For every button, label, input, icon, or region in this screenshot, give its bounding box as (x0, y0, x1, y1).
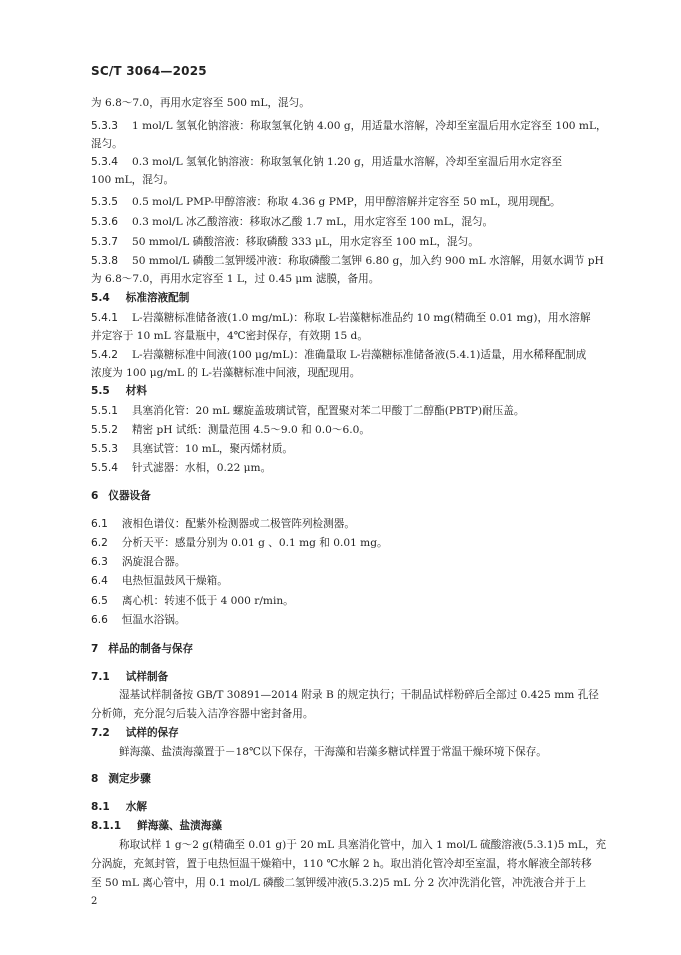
body-line: 为 6.8～7.0，再用水定容至 1 L，过 0.45 μm 滤膜，备用。 (91, 273, 380, 285)
clause-5-5-1: 5.5.1 具塞消化管：20 mL 螺旋盖玻璃试管，配置聚对苯二甲酸丁二醇酯(PBTP)耐压盖。 (91, 405, 525, 417)
clause-6-3: 6.3 涡旋混合器。 (91, 556, 186, 568)
clause-5-3-6: 5.3.6 0.3 mol/L 冰乙酸溶液：移取冰乙酸 1.7 mL，用水定容至 100 mL，混匀。 (91, 216, 494, 228)
body-line: 分涡旋，充氮封管，置于电热恒温干燥箱中，110 ℃水解 2 h。取出消化管冷却至室温，将水解液全部转移 (91, 858, 592, 870)
body-line: 称取试样 1 g～2 g(精确至 0.01 g)于 20 mL 具塞消化管中，加入 1 mol/L 硫酸溶液(5.3.1)5 mL，充 (119, 839, 607, 851)
clause-6-2: 6.2 分析天平：感量分别为 0.01 g 、0.1 mg 和 0.01 mg。 (91, 537, 388, 549)
chapter-heading-6: 6 仪器设备 (91, 490, 151, 502)
clause-5-4-2: 5.4.2 L-岩藻糖标准中间液(100 μg/mL)：准确量取 L-岩藻糖标准储备液(5.4.1)适量，用水稀释配制成 (91, 349, 587, 361)
standard-code-header: SC/T 3064—2025 (91, 64, 207, 78)
clause-6-4: 6.4 电热恒温鼓风干燥箱。 (91, 575, 228, 587)
clause-5-3-7: 5.3.7 50 mmol/L 磷酸溶液：移取磷酸 333 μL，用水定容至 100 mL，混匀。 (91, 236, 479, 248)
section-heading-7-2: 7.2 试样的保存 (91, 727, 179, 739)
clause-5-3-8: 5.3.8 50 mmol/L 磷酸二氢钾缓冲液：称取磷酸二氢钾 6.80 g，加入约 900 mL 水溶解，用氨水调节 pH (91, 255, 604, 267)
body-line: 100 mL，混匀。 (91, 174, 175, 186)
clause-5-3-4: 5.3.4 0.3 mol/L 氢氧化钠溶液：称取氢氧化钠 1.20 g，用适量水溶解，冷却至室温后用水定容至 (91, 156, 563, 168)
body-line: 为 6.8～7.0，再用水定容至 500 mL，混匀。 (91, 97, 310, 109)
clause-5-5-2: 5.5.2 精密 pH 试纸：测量范围 4.5～9.0 和 0.0～6.0。 (91, 424, 370, 436)
section-heading-8-1-1: 8.1.1 鲜海藻、盐渍海藻 (91, 820, 222, 832)
clause-6-6: 6.6 恒温水浴锅。 (91, 614, 186, 626)
body-line: 分析筛，充分混匀后装入洁净容器中密封备用。 (91, 708, 314, 720)
clause-5-3-5: 5.3.5 0.5 mol/L PMP-甲醇溶液：称取 4.36 g PMP，用甲醇溶解并定容至 50 mL，现用现配。 (91, 196, 561, 208)
clause-5-5-3: 5.5.3 具塞试管：10 mL，聚丙烯材质。 (91, 443, 294, 455)
chapter-heading-7: 7 样品的制备与保存 (91, 643, 194, 655)
clause-6-1: 6.1 液相色谱仪：配紫外检测器或二极管阵列检测器。 (91, 518, 355, 530)
body-line: 鲜海藻、盐渍海藻置于－18℃以下保存，干海藻和岩藻多糖试样置于常温干燥环境下保存。 (119, 746, 547, 758)
clause-5-3-3: 5.3.3 1 mol/L 氢氧化钠溶液：称取氢氧化钠 4.00 g，用适量水溶解，冷却至室温后用水定容至 100 mL， (91, 120, 607, 132)
section-heading-8-1: 8.1 水解 (91, 801, 147, 813)
page-number: 2 (91, 896, 98, 907)
clause-5-4-1: 5.4.1 L-岩藻糖标准储备液(1.0 mg/mL)：称取 L-岩藻糖标准品约 10 mg(精确至 0.01 mg)，用水溶解 (91, 312, 591, 324)
body-line: 并定容于 10 mL 容量瓶中，4℃密封保存，有效期 15 d。 (91, 330, 368, 342)
body-line: 混匀。 (91, 138, 123, 150)
body-line: 浓度为 100 μg/mL 的 L-岩藻糖标准中间液，现配现用。 (91, 367, 361, 379)
chapter-heading-8: 8 测定步骤 (91, 773, 151, 785)
section-heading-7-1: 7.1 试样制备 (91, 671, 169, 683)
clause-6-5: 6.5 离心机：转速不低于 4 000 r/min。 (91, 595, 294, 607)
clause-5-5-4: 5.5.4 针式滤器：水相，0.22 μm。 (91, 462, 272, 474)
section-heading-5-5: 5.5 材料 (91, 385, 147, 397)
section-heading-5-4: 5.4 标准溶液配制 (91, 292, 190, 304)
body-line: 至 50 mL 离心管中，用 0.1 mol/L 磷酸二氢钾缓冲液(5.3.2)5 mL 分 2 次冲洗消化管，冲洗液合并于上 (91, 877, 587, 889)
body-line: 湿基试样制备按 GB/T 30891—2014 附录 B 的规定执行；干制品试样粉碎后全部过 0.425 mm 孔径 (119, 689, 599, 701)
